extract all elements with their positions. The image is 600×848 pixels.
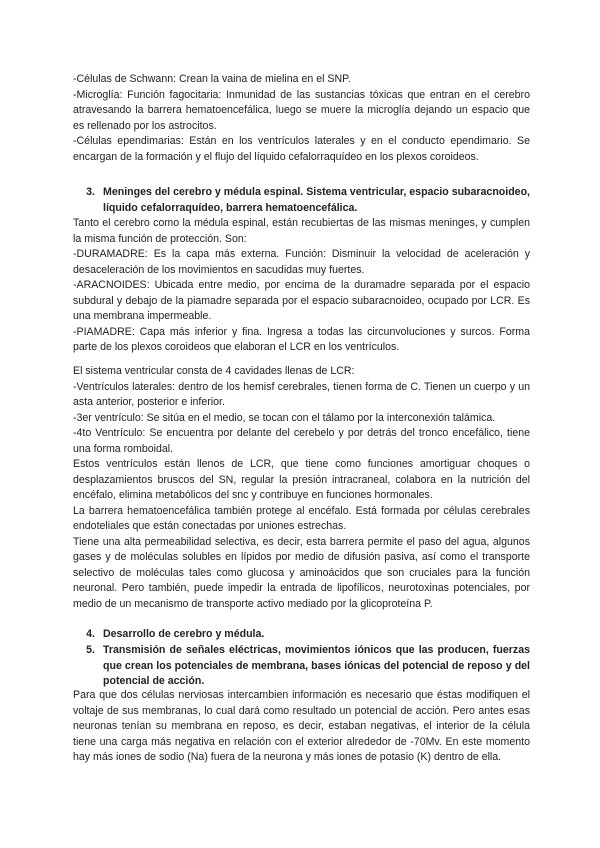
section-3-heading (73, 185, 530, 216)
section-3-number: 3. (86, 186, 95, 198)
aracnoides-paragraph: -ARACNOIDES: Ubicada entre medio, por encima de la duramadre separada por el espacio subdural y debajo de la piamadre separada por el espacio subaracnoideo, ocupado por LCR. Es una membrana impermeable. (73, 279, 530, 322)
bbb-paragraph: La barrera hematoencefálica también protege al encéfalo. Está formada por células cerebrales endoteliales que están conectadas por uniones estrechas. (73, 504, 530, 532)
bbb-permeability-paragraph: Tiene una alta permeabilidad selectiva, es decir, esta barrera permite el paso del agua, algunos gases y de moléculas solubles en lípidos por medio de difusión pasiva, así como el transporte selectivo de moléculas tales como glucosa y aminoácidos que son cruciales para la función neuronal. Pero también, puede impedir la entrada de lipofílicos, neurotoxinas potenciales, por medio de un mecanismo de transporte activo mediado por la glicoproteína P. (73, 535, 530, 610)
section-5-number: 5. (86, 644, 95, 656)
potential-block (73, 688, 530, 766)
ependymal-paragraph: -Células ependimarias: Están en los ventrículos laterales y en el conducto ependimario. Se encargan de la formación y el flujo del líquido cefalorraquídeo en los plexos coroideos. (73, 135, 530, 163)
piamadre-paragraph: -PIAMADRE: Capa más inferior y fina. Ingresa a todas las circunvoluciones y surcos. Forma parte de los plexos coroideos que elaboran el LCR en los ventrículos. (73, 325, 530, 353)
section-3-title: Meninges del cerebro y médula espinal. Sistema ventricular, espacio subaracnoideo, líquido cefalorraquídeo, barrera hematoencefálica. (103, 186, 530, 214)
ventricular-intro: El sistema ventricular consta de 4 cavidades llenas de LCR: (73, 365, 355, 377)
section-5-heading (73, 643, 530, 690)
section-4-number: 4. (86, 628, 95, 640)
fourth-ventricle-paragraph: -4to Ventrículo: Se encuentra por delante del cerebelo y por detrás del tronco encefálico, tiene una forma romboidal. (73, 427, 530, 455)
microglia-paragraph: -Microglía: Función fagocitaria: Inmunidad de las sustancias tóxicas que entran en el cerebro atravesando la barrera hematoencefálica, luego se muere la microglía dejando un espacio que es rellenado por los astrocitos. (73, 88, 530, 132)
section-5-title: Transmisión de señales eléctricas, movimientos iónicos que las producen, fuerzas que crean los potenciales de membrana, bases iónicas del potencial de reposo y del potencial de acción. (103, 644, 530, 687)
schwann-paragraph: -Células de Schwann: Crean la vaina de mielina en el SNP. (73, 73, 351, 85)
third-ventricle-paragraph: -3er ventrículo: Se sitúa en el medio, se tocan con el tálamo por la interconexión talámica. (73, 411, 496, 424)
lcr-functions-paragraph: Estos ventrículos están llenos de LCR, que tiene como funciones amortiguar choques o desplazamientos bruscos del SN, regular la presión intracraneal, colabora en la nutrición del encéfalo, elimina metabólicos del snc y contribuye en funciones hormonales. (73, 458, 530, 501)
section-4-title: Desarrollo de cerebro y médula. (103, 628, 265, 640)
resting-potential-paragraph: Para que dos células nerviosas intercambien información es necesario que éstas modifiquen el voltaje de sus membranas, lo cual dará como resultado un potencial de acción. Pero antes esas neuronas tenían su membrana en reposo, es decir, estaban negativas, el interior de la célula tiene una carga más negativa en relación con el exterior alrededor de -70Mv. En este momento hay más iones de sodio (Na) fuera de la neurona y más iones de potasio (K) dentro de ella. (73, 689, 530, 763)
lateral-ventricles-paragraph: -Ventrículos laterales: dentro de los hemisf cerebrales, tienen forma de C. Tienen un cuerpo y un asta anterior, posterior e inferior. (73, 380, 530, 408)
glia-cells-block (73, 72, 530, 165)
meninges-intro: Tanto el cerebro como la médula espinal, están recubiertas de las mismas meninges, y cumplen la misma función de protección. Son: (73, 217, 530, 245)
meninges-block (73, 216, 530, 356)
section-4-heading (73, 627, 530, 643)
duramadre-paragraph: -DURAMADRE: Es la capa más externa. Función: Disminuir la velocidad de aceleración y desaceleración de los movimientos en sacudidas muy fuertes. (73, 248, 530, 276)
ventricular-block (73, 364, 530, 612)
